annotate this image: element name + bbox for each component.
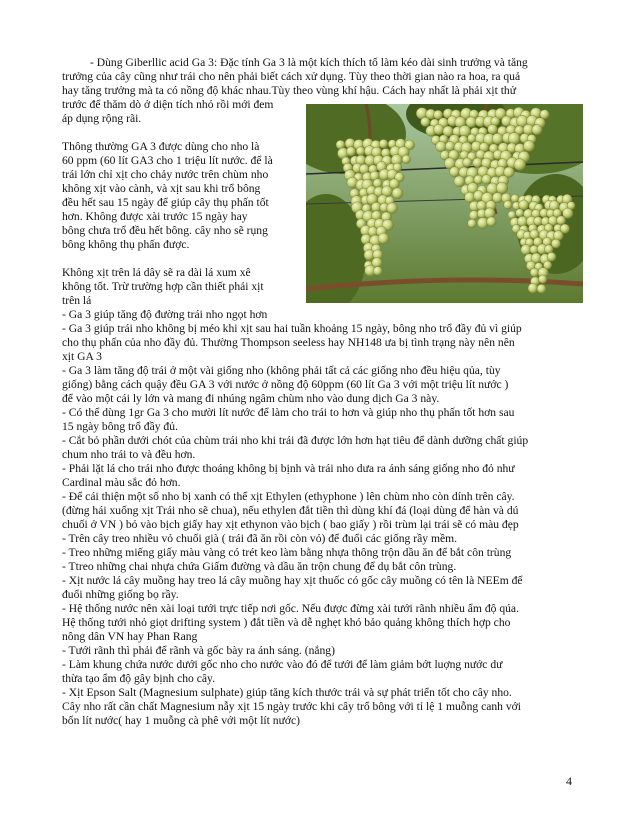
text-line: hay tăng trưởng mà ta có nồng độ khác nhau.Tùy theo vùng khí hậu. Cách hay nhất là phải xịt thử xyxy=(62,84,517,97)
text-line: hơn. Không được xài trước 15 ngày hay xyxy=(62,210,248,223)
text-line: nông dân VN hay Phan Rang xyxy=(62,630,198,643)
text-line: xịt GA 3 xyxy=(62,350,102,363)
text-line: - Xịt nước lá cây muồng hay treo lá cây muồng hay xịt thuốc có gốc cây muồng có tên là NEEm để xyxy=(62,574,523,587)
text-line: Thông thường GA 3 được dùng cho nho là xyxy=(62,140,260,153)
text-line: 15 ngày bông trổ đầy đủ. xyxy=(62,420,178,433)
text-line: đều hết sau 15 ngày để giúp cây thụ phấn tốt xyxy=(62,196,269,209)
text-line: trưởng của cây cũng như trái cho nên phải biết cách xử dụng. Tùy theo thời gian nào ra hoa, ra quả xyxy=(62,70,521,83)
text-line: - Hệ thống nước nên xài loại tưới trực tiếp nơi gốc. Nếu được đừng xài tưới rãnh nhiều ẩm độ qúa. xyxy=(62,602,519,615)
leaf-spray-paragraph xyxy=(62,266,302,308)
text-line: bông không thụ phấn được. xyxy=(62,238,190,251)
text-line: (đừng hái xuống xịt Trái nho sẽ chua), nếu ethylen đắt tiền thì dùng khí đá (loại dùng để hàn và dú xyxy=(62,504,519,517)
text-line: Hệ thống tưới nhỏ giọt drifting system ) đắt tiền và dễ nghẹt khó bảo quảng không thích hợp cho xyxy=(62,616,511,629)
text-line: - Xịt Epson Salt (Magnesium sulphate) giúp tăng kích thước trái và sự phát triển tốt cho cây nho. xyxy=(62,686,512,699)
text-line: bông chưa trổ đều hết bông. cây nho sẽ rụng xyxy=(62,224,268,237)
text-line: trái lớn chỉ xịt cho chảy nước trên chùm nho xyxy=(62,168,269,181)
text-line: Cardinal màu sắc đỏ hơn. xyxy=(62,476,181,489)
text-line: - Có thể dùng 1gr Ga 3 cho mười lít nước để làm cho trái to hơn và giúp nho thụ phấn tốt hơn sau xyxy=(62,406,515,419)
text-line: trên lá xyxy=(62,294,92,307)
text-line: - Ttreo những chai nhựa chứa Giấm đường và dầu ăn trộn chung để dụ bắt côn trùng. xyxy=(62,560,457,573)
text-line: - Trên cây treo nhiều vỏ chuối già ( trái đã ăn rồi còn vỏ) để đuổi các giống rầy mềm. xyxy=(62,532,458,545)
text-line: Không xịt trên lá dây sẽ ra dài lá xum xê xyxy=(62,266,251,279)
text-line: chuối ở VN ) bỏ vào bịch giấy hay xịt ethynon vào bịch ( bao giấy ) rồi trùm lại trái sẽ có màu đẹp xyxy=(62,518,519,531)
text-line: chum nho trái to và đều hơn. xyxy=(62,448,196,461)
page-number: 4 xyxy=(566,774,572,788)
main-body-text xyxy=(62,308,582,728)
intro-paragraph-continued xyxy=(62,98,302,126)
text-line: - Ga 3 giúp tăng độ đường trái nho ngọt hơn xyxy=(62,308,268,321)
text-line: - Phải lặt lá cho trái nho được thoáng không bị bịnh và trái nho dưa ra ánh sáng giống nho đỏ như xyxy=(62,462,515,475)
grape-clusters-photo xyxy=(306,104,583,303)
text-line: - Ga 3 giúp trái nho không bị méo khi xịt sau hai tuần khoảng 15 ngày, bông nho trổ đầy đủ vì giúp xyxy=(62,322,522,335)
text-line: - Dùng Giberllic acid Ga 3: Đặc tính Ga 3 là một kích thích tố làm kéo dài sinh trưởng và tăng xyxy=(90,56,528,69)
text-line: cho thụ phấn của nho đầy đủ. Thường Thompson seeless hay NH148 ưa bị tình trạng này nên nên xyxy=(62,336,515,349)
text-line: áp dụng rộng rãi. xyxy=(62,112,142,125)
ga3-dosage-paragraph xyxy=(62,140,302,252)
text-line: bốn lít nước( hay 1 muỗng cà phê với một lít nước) xyxy=(62,714,300,727)
text-line: - Làm khung chứa nước dưới gốc nho cho nước vào đó để tưới để làm giảm bớt luợng nước dư xyxy=(62,658,503,671)
text-line: 60 ppm (60 lít GA3 cho 1 triệu lít nước. để là xyxy=(62,154,273,167)
text-line: - Ga 3 làm tăng độ trái ở một vài giống nho (không phải tất cả các giống nho đều hiệu qủa, tùy xyxy=(62,364,501,377)
text-line: - Để cái thiện một số nho bị xanh có thể xịt Ethylen (ethyphone ) lên chùm nho còn dính trên cây. xyxy=(62,490,515,503)
text-line: Cây nho rất cần chất Magnesium nẫy xịt 15 ngày trước khi cây trổ bông với tỉ lệ 1 muỗng canh với xyxy=(62,700,522,713)
text-line: trước để thăm dò ở diện tích nhỏ rồi mới đem xyxy=(62,98,274,111)
text-line: thừa tạo ẩm độ gây bịnh cho cây. xyxy=(62,672,215,685)
text-line: để vào một cái ly lớn và mang đi nhúng ngâm chùm nho vào dung dịch Ga 3 này. xyxy=(62,392,440,405)
text-line: đuổi những giống bọ rầy. xyxy=(62,588,179,601)
text-line: giống) bằng cách quậy đều GA 3 với nước ở nồng độ 60ppm (60 lít Ga 3 với một triệu lít nước ) xyxy=(62,378,509,391)
text-line: - Tưới rãnh thì phải để rãnh và gốc bày ra ánh sáng. (nắng) xyxy=(62,644,335,657)
intro-paragraph xyxy=(62,56,582,98)
text-line: - Cắt bỏ phần dưới chót của chùm trái nho khi trái đã được lớn hơn hạt tiêu để dành dưỡng chất giúp xyxy=(62,434,529,447)
text-line: không tốt. Trừ trường hợp cần thiết phải xịt xyxy=(62,280,264,293)
text-line: - Treo những miếng giấy màu vàng có trét keo làm bằng nhựa thông trộn dầu ăn để bắt côn trùng xyxy=(62,546,512,559)
text-line: không xịt vào cành, và xịt sau khi trổ bông xyxy=(62,182,261,195)
